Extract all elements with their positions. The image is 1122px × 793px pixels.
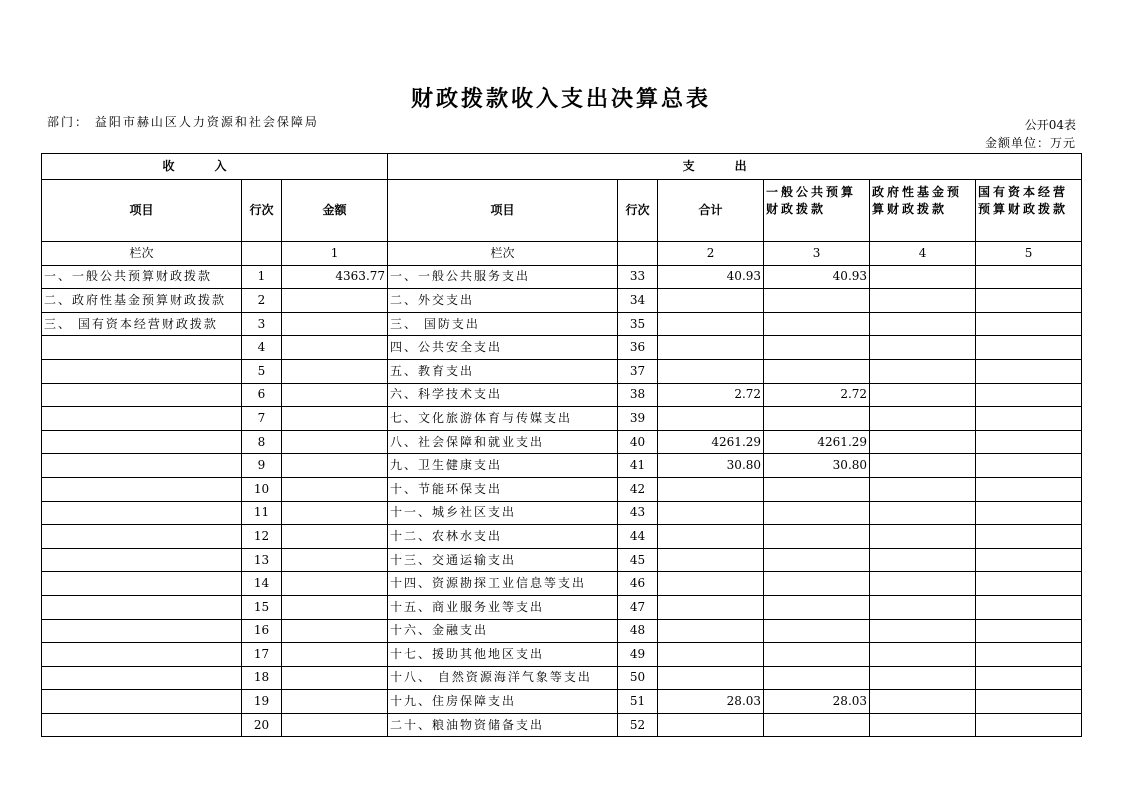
expense-item: 十八、 自然资源海洋气象等支出 [388,666,618,690]
total-amount [658,666,764,690]
gov-fund-amount [870,501,976,525]
income-amount [282,477,388,501]
general-budget-amount [764,713,870,737]
state-capital-amount [976,666,1082,690]
income-item: 二、政府性基金预算财政拨款 [42,289,242,313]
income-item [42,595,242,619]
col-label: 栏次 [42,242,242,266]
table-row [42,643,1082,667]
gov-fund-amount [870,430,976,454]
expense-item: 九、卫生健康支出 [388,454,618,478]
table-row [42,336,1082,360]
total-amount: 2.72 [658,383,764,407]
department-label: 部门： 益阳市赫山区人力资源和社会保障局 [47,115,319,129]
total-amount: 40.93 [658,265,764,289]
income-row-no: 10 [242,477,282,501]
header-expense-item: 项目 [388,180,618,242]
expense-item: 十、节能环保支出 [388,477,618,501]
income-amount [282,454,388,478]
gov-fund-amount [870,595,976,619]
gov-fund-amount [870,690,976,714]
table-row [42,713,1082,737]
income-amount [282,619,388,643]
state-capital-amount [976,359,1082,383]
income-row-no: 17 [242,643,282,667]
general-budget-amount [764,572,870,596]
income-item [42,690,242,714]
income-amount [282,525,388,549]
general-budget-amount [764,289,870,313]
income-item [42,713,242,737]
gov-fund-amount [870,619,976,643]
income-row-no: 1 [242,265,282,289]
income-amount [282,572,388,596]
header-income-row-no: 行次 [242,180,282,242]
income-amount [282,312,388,336]
header-gov-fund: 政府性基金预 算财政拨款 [870,180,976,242]
total-amount [658,525,764,549]
income-row-no: 15 [242,595,282,619]
general-budget-amount [764,666,870,690]
expense-row-no: 36 [618,336,658,360]
income-amount [282,713,388,737]
expense-item: 十九、住房保障支出 [388,690,618,714]
income-row-no: 19 [242,690,282,714]
table-row [42,430,1082,454]
income-row-no: 4 [242,336,282,360]
expense-row-no: 40 [618,430,658,454]
expense-item: 五、教育支出 [388,359,618,383]
table-row [42,548,1082,572]
table-row [42,690,1082,714]
gov-fund-amount [870,713,976,737]
total-amount [658,359,764,383]
budget-summary-table [41,153,1082,737]
expense-row-no: 51 [618,690,658,714]
table-row [42,454,1082,478]
expense-item: 三、 国防支出 [388,312,618,336]
gov-fund-amount [870,407,976,431]
expense-item: 七、文化旅游体育与传媒支出 [388,407,618,431]
column-number-row [42,242,1082,266]
table-row [42,383,1082,407]
income-row-no: 11 [242,501,282,525]
total-amount [658,501,764,525]
column-header-row [42,180,1082,242]
col-empty-2 [618,242,658,266]
table-row [42,525,1082,549]
gov-fund-amount [870,477,976,501]
gov-fund-amount [870,525,976,549]
expense-row-no: 46 [618,572,658,596]
gov-fund-amount [870,572,976,596]
table-row [42,289,1082,313]
gov-fund-amount [870,454,976,478]
income-item [42,454,242,478]
income-item [42,407,242,431]
income-amount [282,643,388,667]
gov-fund-amount [870,312,976,336]
col-3: 3 [764,242,870,266]
state-capital-amount [976,595,1082,619]
total-amount [658,336,764,360]
general-budget-amount [764,359,870,383]
expense-item: 四、公共安全支出 [388,336,618,360]
total-amount: 4261.29 [658,430,764,454]
gov-fund-amount [870,548,976,572]
income-item [42,477,242,501]
header-general-budget: 一般公共预算 财政拨款 [764,180,870,242]
income-item: 一、一般公共预算财政拨款 [42,265,242,289]
general-budget-amount: 30.80 [764,454,870,478]
income-row-no: 7 [242,407,282,431]
income-amount [282,289,388,313]
document-number: 公开04表 [1024,118,1076,132]
expense-item: 十六、金融支出 [388,619,618,643]
table-row [42,265,1082,289]
table-row [42,477,1082,501]
gov-fund-amount [870,383,976,407]
state-capital-amount [976,525,1082,549]
expense-item: 十四、资源勘探工业信息等支出 [388,572,618,596]
state-capital-amount [976,336,1082,360]
income-section-header: 收入 [42,154,388,180]
table-row [42,359,1082,383]
header-state-capital: 国有资本经营 预算财政拨款 [976,180,1082,242]
income-row-no: 6 [242,383,282,407]
income-row-no: 8 [242,430,282,454]
expense-item: 八、社会保障和就业支出 [388,430,618,454]
col-2: 2 [658,242,764,266]
state-capital-amount [976,713,1082,737]
general-budget-amount [764,619,870,643]
income-item [42,666,242,690]
expense-row-no: 34 [618,289,658,313]
state-capital-amount [976,501,1082,525]
col-label-2: 栏次 [388,242,618,266]
state-capital-amount [976,643,1082,667]
income-item [42,619,242,643]
income-row-no: 18 [242,666,282,690]
table-row [42,595,1082,619]
expense-item: 二十、粮油物资储备支出 [388,713,618,737]
state-capital-amount [976,289,1082,313]
total-amount [658,312,764,336]
income-amount [282,666,388,690]
total-amount [658,572,764,596]
income-row-no: 20 [242,713,282,737]
general-budget-amount [764,312,870,336]
gov-fund-amount [870,666,976,690]
section-header-row [42,154,1082,180]
income-item [42,336,242,360]
gov-fund-amount [870,359,976,383]
state-capital-amount [976,548,1082,572]
expense-row-no: 52 [618,713,658,737]
col-4: 4 [870,242,976,266]
total-amount [658,477,764,501]
income-row-no: 2 [242,289,282,313]
state-capital-amount [976,690,1082,714]
expense-section-header: 支出 [388,154,1082,180]
income-item [42,572,242,596]
table-row [42,619,1082,643]
total-amount [658,407,764,431]
header-total: 合计 [658,180,764,242]
general-budget-amount [764,407,870,431]
total-amount [658,548,764,572]
expense-item: 十五、商业服务业等支出 [388,595,618,619]
col-empty [242,242,282,266]
expense-row-no: 39 [618,407,658,431]
gov-fund-amount [870,336,976,360]
total-amount [658,619,764,643]
state-capital-amount [976,312,1082,336]
income-row-no: 14 [242,572,282,596]
header-income-item: 项目 [42,180,242,242]
table-row [42,407,1082,431]
state-capital-amount [976,383,1082,407]
amount-unit: 金额单位：万元 [984,136,1076,150]
expense-row-no: 47 [618,595,658,619]
income-amount [282,359,388,383]
expense-row-no: 45 [618,548,658,572]
table-row [42,312,1082,336]
income-row-no: 12 [242,525,282,549]
income-amount [282,690,388,714]
page-title: 财政拨款收入支出决算总表 [410,87,711,112]
state-capital-amount [976,454,1082,478]
expense-row-no: 35 [618,312,658,336]
income-item [42,525,242,549]
state-capital-amount [976,430,1082,454]
total-amount: 30.80 [658,454,764,478]
state-capital-amount [976,477,1082,501]
state-capital-amount [976,407,1082,431]
income-amount [282,595,388,619]
income-item [42,501,242,525]
col-1: 1 [282,242,388,266]
income-item [42,383,242,407]
expense-row-no: 43 [618,501,658,525]
header-expense-row-no: 行次 [618,180,658,242]
income-row-no: 16 [242,619,282,643]
expense-row-no: 38 [618,383,658,407]
expense-item: 十七、援助其他地区支出 [388,643,618,667]
general-budget-amount [764,477,870,501]
expense-item: 十二、农林水支出 [388,525,618,549]
income-item [42,548,242,572]
general-budget-amount [764,643,870,667]
expense-item: 六、科学技术支出 [388,383,618,407]
general-budget-amount [764,595,870,619]
expense-row-no: 42 [618,477,658,501]
total-amount: 28.03 [658,690,764,714]
col-5: 5 [976,242,1082,266]
expense-row-no: 44 [618,525,658,549]
expense-row-no: 33 [618,265,658,289]
expense-item: 二、外交支出 [388,289,618,313]
income-item [42,359,242,383]
general-budget-amount: 2.72 [764,383,870,407]
income-item [42,643,242,667]
table-row [42,501,1082,525]
gov-fund-amount [870,265,976,289]
income-row-no: 9 [242,454,282,478]
state-capital-amount [976,619,1082,643]
total-amount [658,595,764,619]
table-row [42,666,1082,690]
expense-row-no: 48 [618,619,658,643]
total-amount [658,643,764,667]
income-amount [282,336,388,360]
income-amount [282,383,388,407]
total-amount [658,713,764,737]
expense-row-no: 37 [618,359,658,383]
state-capital-amount [976,572,1082,596]
income-amount [282,548,388,572]
income-amount [282,430,388,454]
income-amount: 4363.77 [282,265,388,289]
general-budget-amount: 40.93 [764,265,870,289]
gov-fund-amount [870,289,976,313]
income-row-no: 3 [242,312,282,336]
income-item: 三、 国有资本经营财政拨款 [42,312,242,336]
header-income-amount: 金额 [282,180,388,242]
general-budget-amount [764,548,870,572]
income-amount [282,407,388,431]
total-amount [658,289,764,313]
expense-item: 十一、城乡社区支出 [388,501,618,525]
general-budget-amount: 28.03 [764,690,870,714]
income-amount [282,501,388,525]
income-row-no: 13 [242,548,282,572]
general-budget-amount [764,501,870,525]
general-budget-amount [764,525,870,549]
general-budget-amount: 4261.29 [764,430,870,454]
income-row-no: 5 [242,359,282,383]
table-row [42,572,1082,596]
income-item [42,430,242,454]
expense-row-no: 50 [618,666,658,690]
expense-item: 十三、交通运输支出 [388,548,618,572]
gov-fund-amount [870,643,976,667]
expense-item: 一、一般公共服务支出 [388,265,618,289]
expense-row-no: 49 [618,643,658,667]
expense-row-no: 41 [618,454,658,478]
state-capital-amount [976,265,1082,289]
general-budget-amount [764,336,870,360]
